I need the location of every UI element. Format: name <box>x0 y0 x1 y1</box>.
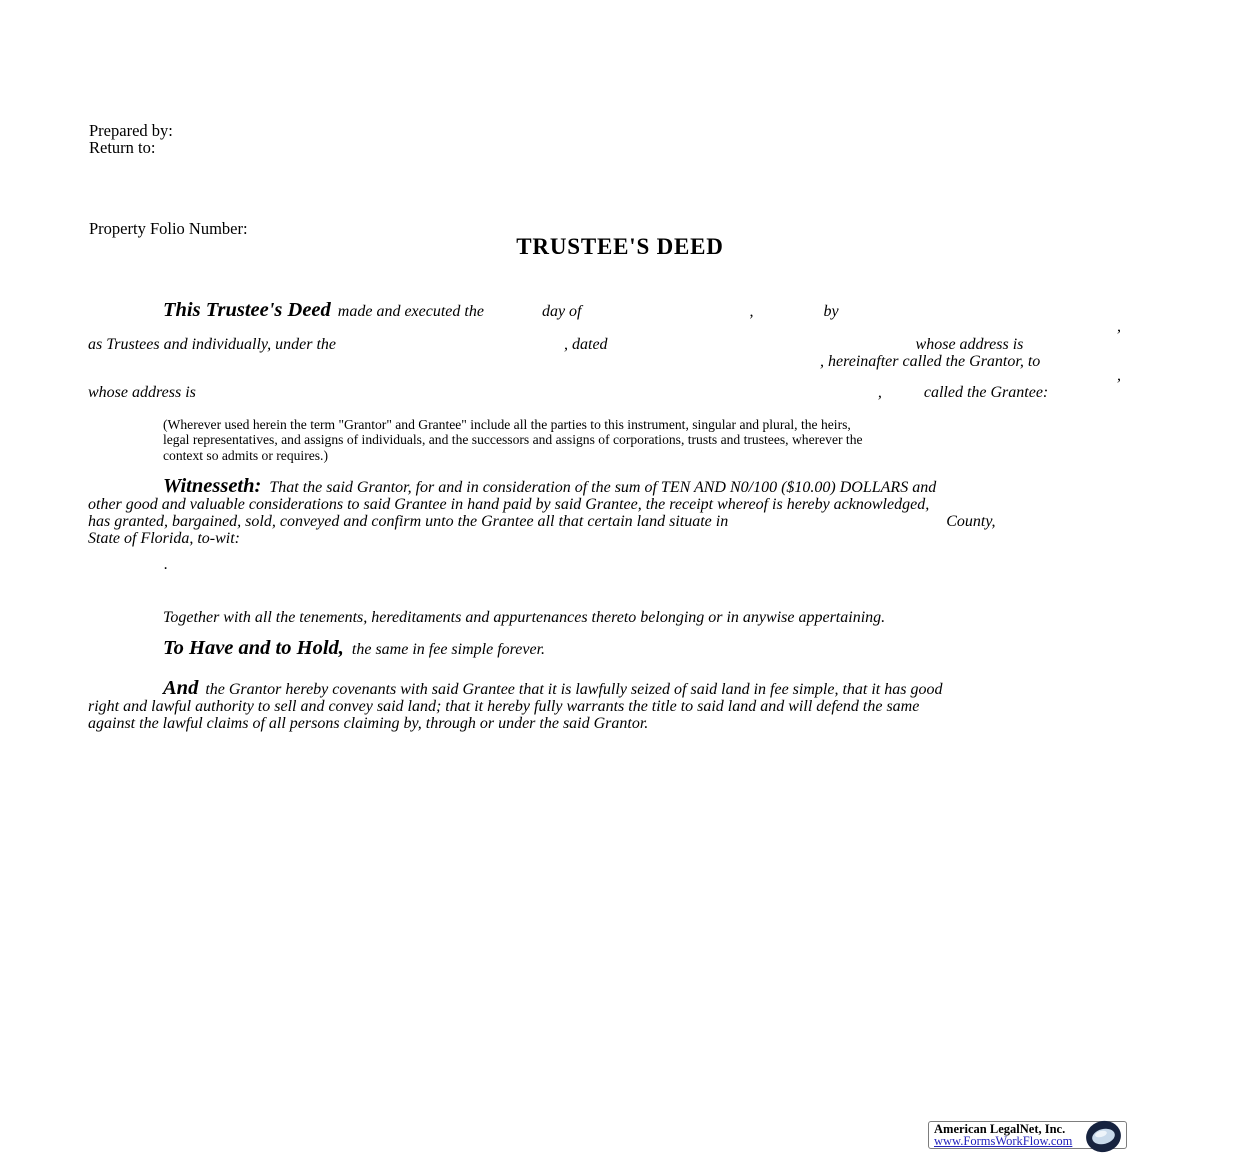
witnesseth-county: County, <box>946 513 996 530</box>
witnesseth-line-4: State of Florida, to-wit: <box>88 530 240 547</box>
opening-line-2 <box>88 336 1023 354</box>
witnesseth-line-3 <box>88 513 996 531</box>
together-clause: Together with all the tenements, hereditaments and appurtenances thereto belonging or in anywise appertaining. <box>163 609 886 626</box>
covenant-line-2: right and lawful authority to sell and convey said land; that it hereby fully warrants the title to said land and will defend the same <box>88 698 920 715</box>
property-folio-label: Property Folio Number: <box>89 219 248 238</box>
opening-line-4 <box>88 384 1048 402</box>
vendor-website-link[interactable]: www.FormsWorkFlow.com <box>934 1134 1073 1148</box>
parenthetical-line-1: (Wherever used herein the term "Grantor" and Grantee" include all the parties to this instrument, singular and plural, the heirs, <box>163 417 851 432</box>
opening-comma-after-month: , <box>749 303 754 320</box>
covenant-line-3: against the lawful claims of all persons claiming by, through or under the said Grantor. <box>88 715 649 732</box>
witnesseth-line-3-text: has granted, bargained, sold, conveyed and confirm unto the Grantee all that certain land situate in <box>88 513 729 530</box>
opening-day-of: day of <box>541 303 582 320</box>
habendum-rest: the same in fee simple forever. <box>351 641 546 658</box>
habendum-clause <box>163 637 545 660</box>
parenthetical-line-3: context so admits or requires.) <box>163 448 328 463</box>
opening-hereinafter-grantor: , hereinafter called the Grantor, to <box>820 353 1041 370</box>
document-title: TRUSTEE'S DEED <box>516 234 724 259</box>
witnesseth-line-1 <box>163 475 936 498</box>
opening-whose-address-b: whose address is <box>88 384 196 401</box>
opening-by: by <box>823 303 839 320</box>
parenthetical-line-2: legal representatives, and assigns of individuals, and the successors and assigns of corporations, trusts and trustees, wherever the <box>163 432 863 447</box>
opening-comma-before-grantee: , <box>877 384 882 401</box>
habendum-lead: To Have and to Hold, <box>163 637 344 659</box>
opening-dated: , dated <box>564 336 608 353</box>
covenant-line-1 <box>163 677 942 700</box>
opening-whose-address-a: whose address is <box>915 336 1024 353</box>
prepared-by-label: Prepared by: <box>89 121 173 140</box>
opening-trailing-comma-b: , <box>1117 367 1121 384</box>
legal-description-period: . <box>164 556 168 573</box>
opening-line-1 <box>163 299 839 322</box>
opening-trailing-comma-a: , <box>1117 318 1121 335</box>
return-to-label: Return to: <box>89 138 156 157</box>
opening-called-grantee: called the Grantee: <box>923 384 1049 401</box>
witnesseth-lead: Witnesseth: <box>163 475 262 497</box>
opening-made-executed: made and executed the <box>337 303 484 320</box>
covenant-lead: And <box>163 677 199 699</box>
witnesseth-line-2: other good and valuable considerations to said Grantee in hand paid by said Grantee, the receipt whereof is hereby acknowledged, <box>88 496 930 513</box>
opening-as-trustees: as Trustees and individually, under the <box>88 336 336 353</box>
vendor-company-name: American LegalNet, Inc. <box>934 1122 1066 1136</box>
american-legalnet-logo-icon <box>1086 1121 1121 1152</box>
opening-lead-phrase: This Trustee's Deed <box>163 299 331 321</box>
witnesseth-line-1-text: That the said Grantor, for and in consideration of the sum of TEN AND N0/100 ($10.00) DOLLARS and <box>269 479 937 496</box>
covenant-line-1-text: the Grantor hereby covenants with said Grantee that it is lawfully seized of said land in fee simple, that it has good <box>205 681 943 698</box>
